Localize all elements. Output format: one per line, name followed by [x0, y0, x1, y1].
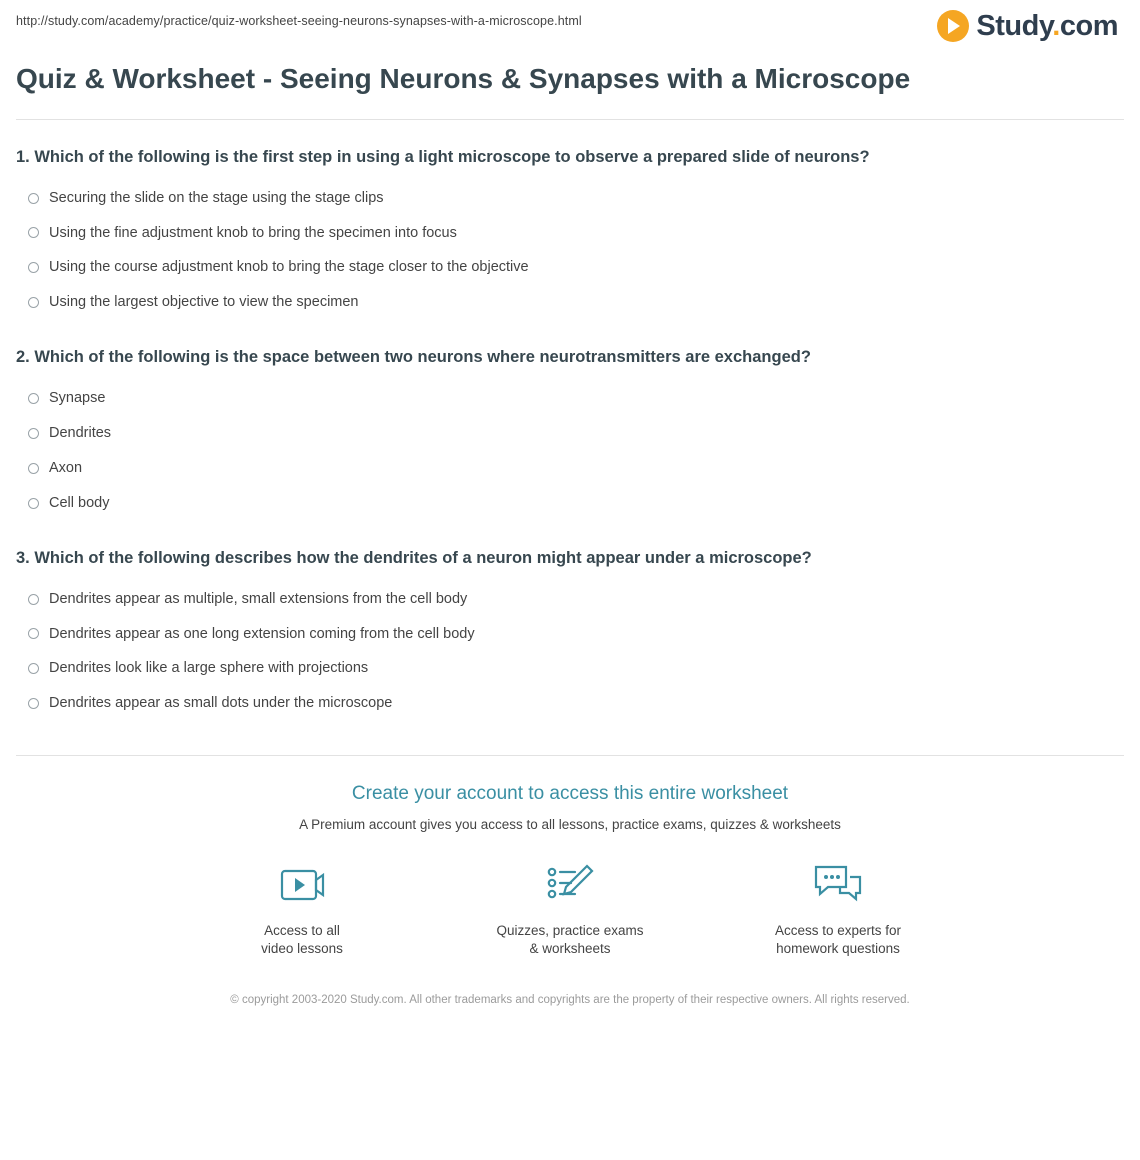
radio-icon[interactable]	[28, 262, 39, 273]
perk-label-line2: & worksheets	[529, 940, 611, 956]
answer-label: Using the course adjustment knob to bring the stage closer to the objective	[49, 259, 529, 276]
study-com-logo[interactable]	[937, 10, 1124, 42]
radio-icon[interactable]	[28, 297, 39, 308]
answer-label: Using the largest objective to view the specimen	[49, 294, 359, 311]
radio-icon[interactable]	[28, 428, 39, 439]
page-url: http://study.com/academy/practice/quiz-worksheet-seeing-neurons-synapses-with-a-microscope.html	[16, 14, 582, 28]
radio-icon[interactable]	[28, 698, 39, 709]
answer-label: Dendrites appear as one long extension coming from the cell body	[49, 625, 475, 642]
answer-option[interactable]	[16, 686, 1124, 721]
answer-option[interactable]	[16, 216, 1124, 251]
perk-label-line1: Access to all	[264, 922, 340, 938]
answer-option[interactable]	[16, 250, 1124, 285]
radio-icon[interactable]	[28, 393, 39, 404]
perk-label-line2: homework questions	[776, 940, 900, 956]
answer-options	[16, 582, 1124, 721]
perk-label-line2: video lessons	[261, 940, 343, 956]
question-text: 3. Which of the following describes how the dendrites of a neuron might appear under a microscope?	[16, 548, 812, 567]
question-text: 1. Which of the following is the first step in using a light microscope to observe a prepared slide of neurons?	[16, 147, 870, 166]
radio-icon[interactable]	[28, 663, 39, 674]
answer-label: Axon	[49, 459, 83, 476]
perk-label	[222, 922, 382, 958]
radio-icon[interactable]	[28, 498, 39, 509]
perk-label-line1: Access to experts for	[774, 922, 902, 938]
question-text: 2. Which of the following is the space between two neurons where neurotransmitters are exchanged?	[16, 348, 811, 367]
answer-options	[16, 381, 1124, 520]
radio-icon[interactable]	[28, 628, 39, 639]
answer-label: Dendrites look like a large sphere with projections	[49, 660, 369, 677]
page-title: Quiz & Worksheet - Seeing Neurons & Synapses with a Microscope	[16, 63, 911, 94]
quiz-pencil-icon	[490, 858, 650, 912]
cta-subtitle: A Premium account gives you access to all lessons, practice exams, quizzes & worksheets	[299, 816, 841, 832]
answer-option[interactable]	[16, 582, 1124, 617]
answer-option[interactable]	[16, 617, 1124, 652]
answer-option[interactable]	[16, 181, 1124, 216]
answer-label: Using the fine adjustment knob to bring the specimen into focus	[49, 224, 457, 241]
questions-list	[16, 146, 1124, 721]
play-circle-icon	[937, 10, 969, 42]
answer-option[interactable]	[16, 651, 1124, 686]
cta-title[interactable]: Create your account to access this entire worksheet	[351, 783, 789, 805]
question-3	[16, 547, 1124, 721]
answer-label: Securing the slide on the stage using the stage clips	[49, 189, 384, 206]
answer-option[interactable]	[16, 285, 1124, 320]
perk-video-lessons	[222, 858, 382, 958]
answer-options	[16, 181, 1124, 320]
answer-label: Dendrites appear as small dots under the microscope	[49, 695, 393, 712]
question-1	[16, 146, 1124, 320]
perk-label	[490, 922, 650, 958]
answer-label: Cell body	[49, 494, 110, 511]
top-bar	[16, 0, 1124, 46]
answer-option[interactable]	[16, 486, 1124, 521]
question-2	[16, 346, 1124, 520]
logo-dot: .	[1052, 9, 1060, 42]
answer-option[interactable]	[16, 416, 1124, 451]
copyright-text: © copyright 2003-2020 Study.com. All other trademarks and copyrights are the property of their respective owners. All rights reserved.	[230, 994, 910, 1007]
logo-tld: com	[1059, 9, 1118, 42]
create-account-cta	[16, 756, 1124, 1009]
logo-word: Study	[976, 9, 1053, 42]
answer-label: Dendrites appear as multiple, small extensions from the cell body	[49, 590, 468, 607]
perk-label	[758, 922, 918, 958]
radio-icon[interactable]	[28, 227, 39, 238]
perk-label-line1: Quizzes, practice exams	[496, 922, 644, 938]
answer-label: Dendrites	[49, 425, 112, 442]
title-divider	[16, 119, 1124, 120]
chat-bubbles-icon	[758, 858, 918, 912]
perk-quizzes-worksheets	[490, 858, 650, 958]
video-play-icon	[222, 858, 382, 912]
radio-icon[interactable]	[28, 594, 39, 605]
radio-icon[interactable]	[28, 193, 39, 204]
radio-icon[interactable]	[28, 463, 39, 474]
logo-text	[976, 9, 1118, 42]
answer-option[interactable]	[16, 451, 1124, 486]
answer-label: Synapse	[49, 390, 106, 407]
perks-list	[16, 858, 1124, 958]
answer-option[interactable]	[16, 381, 1124, 416]
perk-experts-homework	[758, 858, 918, 958]
